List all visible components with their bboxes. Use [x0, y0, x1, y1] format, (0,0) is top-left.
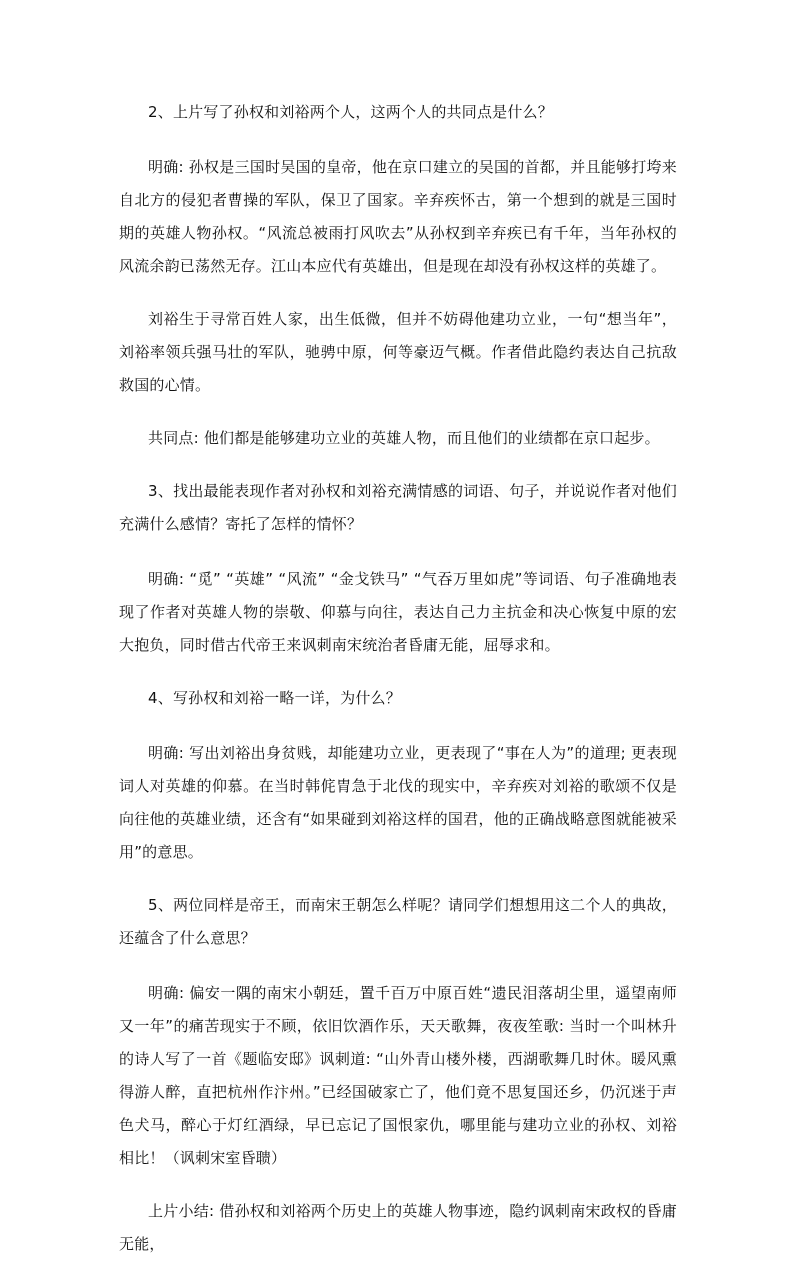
document-body	[119, 96, 677, 1281]
answer-3: 明确: “觅” “英雄” “风流” “金戈铁马” “气吞万里如虎”等词语、句子准确地表现了作者对英雄人物的崇敬、仰慕与向往，表达自己力主抗金和决心恢复中原的宏大抱负，同时借古代帝王来讽刺南宋统治者昏庸无能，屈辱求和。	[119, 570, 677, 654]
question-5: 5、两位同样是帝王，而南宋王朝怎么样呢？请同学们想想用这二个人的典故，还蕴含了什么意思？	[119, 896, 677, 947]
answer-2-sun-quan: 明确: 孙权是三国时吴国的皇帝，他在京口建立的吴国的首都，并且能够打垮来自北方的侵犯者曹操的军队，保卫了国家。辛弃疾怀古，第一个想到的就是三国时期的英雄人物孙权。“风流总被雨打风吹去”从孙权到辛弃疾已有千年，当年孙权的风流余韵已荡然无存。江山本应代有英雄出，但是现在却没有孙权这样的英雄了。	[119, 158, 677, 275]
question-4: 4、写孙权和刘裕一略一详，为什么？	[148, 689, 401, 707]
answer-4: 明确: 写出刘裕出身贫贱，却能建功立业，更表现了“事在人为”的道理; 更表现词人对英雄的仰慕。在当时韩侂胄急于北伐的现实中，辛弃疾对刘裕的歌颂不仅是向往他的英雄业绩，还含有“如果碰到刘裕这样的国君，他的正确战略意图就能被采用”的意思。	[119, 744, 677, 861]
question-3: 3、找出最能表现作者对孙权和刘裕充满情感的词语、句子，并说说作者对他们充满什么感情？寄托了怎样的情怀？	[119, 482, 677, 533]
answer-2-liu-yu: 刘裕生于寻常百姓人家，出生低微，但并不妨碍他建功立业，一句“想当年”，刘裕率领兵强马壮的军队，驰骋中原，何等豪迈气概。作者借此隐约表达自己抗敌救国的心情。	[119, 310, 677, 394]
answer-5: 明确: 偏安一隅的南宋小朝廷，置千百万中原百姓“遗民泪落胡尘里，遥望南师又一年”的痛苦现实于不顾，依旧饮酒作乐，天天歌舞，夜夜笙歌: 当时一个叫林升的诗人写了一首《题临安邸》讽刺道: “山外青山楼外楼，西湖歌舞几时休。暖风熏得游人醉，直把杭州作汴州。”已经国破家亡了，他们竟不思复国还乡，仍沉迷于声色犬马，醉心于灯红酒绿，早已忘记了国恨家仇，哪里能与建功立业的孙权、刘裕相比！（讽刺宋室昏聩）	[119, 984, 677, 1167]
question-2: 2、上片写了孙权和刘裕两个人，这两个人的共同点是什么？	[148, 103, 553, 121]
answer-2-common-point: 共同点: 他们都是能够建功立业的英雄人物，而且他们的业绩都在京口起步。	[148, 429, 660, 447]
upper-stanza-summary: 上片小结: 借孙权和刘裕两个历史上的英雄人物事迹，隐约讽刺南宋政权的昏庸无能，	[119, 1202, 677, 1253]
